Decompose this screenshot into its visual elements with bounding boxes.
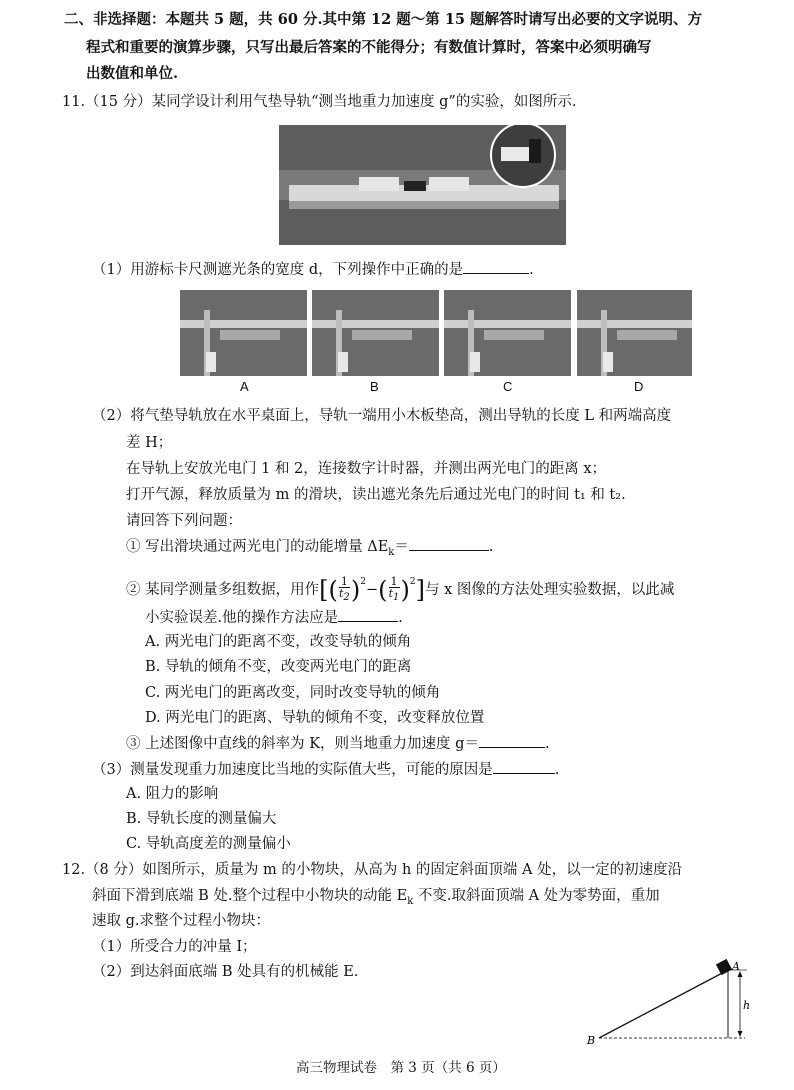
- q11-part3: （3）测量发现重力加速度比当地的实际值大些，可能的原因是 .: [92, 759, 559, 780]
- answer-blank-part1: [463, 259, 529, 274]
- section-header-line2: 程式和重要的演算步骤，只写出最后答案的不能得分；有数值计算时，答案中必须明确写: [86, 39, 652, 56]
- block-shape: [716, 959, 732, 975]
- label-h: h: [743, 999, 751, 1012]
- incline-diagram: [585, 955, 760, 1050]
- q11-sub3: ③ 上述图像中直线的斜率为 K，则当地重力加速度 g＝ .: [126, 733, 550, 754]
- q11-sub2: ② 某同学测量多组数据，用作[( $\frac{1}{t_2}$ )$^2$−( $\frac{1}{t_1}$ )$^2$]与 x 图像的方法处理实验数据，以此减: [126, 575, 675, 604]
- section-header-line1: 二、非选择题：本题共 5 题，共 60 分.其中第 12 题～第 15 题解答时请写出必要的文字说明、方: [64, 11, 703, 28]
- q12-line2-subscript: k: [407, 895, 414, 907]
- photo-label-c: C: [503, 379, 513, 394]
- q11-sub2-line2: 小实验误差.他的操作方法应是 .: [145, 607, 403, 628]
- q11-sub2-post: 与 x 图像的方法处理实验数据，以此减: [424, 582, 675, 598]
- q11-part2-line1: （2）将气垫导轨放在水平桌面上，导轨一端用小木板垫高，测出导轨的长度 L 和两端高度: [92, 408, 672, 424]
- photo-label-b: B: [370, 379, 379, 394]
- q11-part2-line2: 差 H；: [126, 435, 173, 451]
- q11-part3-option-a: A. 阻力的影响: [126, 786, 219, 802]
- answer-blank-sub1: [409, 536, 489, 551]
- q11-sub1-equals: ＝: [394, 539, 409, 555]
- q12-part2: （2）到达斜面底端 B 处具有的机械能 E.: [92, 964, 359, 980]
- answer-blank-sub2: [338, 607, 398, 622]
- q12-line2-post: 不变.取斜面顶端 A 处为零势面，重加: [413, 888, 660, 904]
- q11-part2-line4: 打开气源，释放质量为 m 的滑块，读出遮光条先后通过光电门的时间 t₁ 和 t₂.: [126, 487, 626, 503]
- q11-part3-text: （3）测量发现重力加速度比当地的实际值大些，可能的原因是: [92, 762, 493, 778]
- q11-stem: 11.（15 分）某同学设计利用气垫导轨“测当地重力加速度 g”的实验，如图所示.: [62, 94, 577, 110]
- page-footer: 高三物理试卷 第 3 页（共 6 页）: [296, 1060, 506, 1076]
- q12-part1: （1）所受合力的冲量 I；: [92, 939, 257, 955]
- q11-sub1-text: ① 写出滑块通过两光电门的动能增量 ΔE: [126, 539, 389, 555]
- q11-part3-option-b: B. 导轨长度的测量偏大: [126, 811, 277, 827]
- label-b: B: [587, 1034, 596, 1047]
- photo-label-d: D: [634, 379, 644, 394]
- caliper-photo-a: [180, 290, 307, 376]
- q11-sub3-text: ③ 上述图像中直线的斜率为 K，则当地重力加速度 g＝: [126, 736, 479, 752]
- answer-blank-part3: [493, 759, 555, 774]
- q11-part1-text: （1）用游标卡尺测遮光条的宽度 d，下列操作中正确的是: [92, 262, 464, 278]
- q11-option-d: D. 两光电门的距离、导轨的倾角不变，改变释放位置: [145, 710, 485, 726]
- q11-option-b: B. 导轨的倾角不变，改变两光电门的距离: [145, 659, 412, 675]
- q12-line3: 速取 g.求整个过程小物块：: [92, 913, 270, 929]
- caliper-photo-c: [444, 290, 571, 376]
- q11-part1: （1）用游标卡尺测遮光条的宽度 d，下列操作中正确的是 .: [92, 259, 534, 280]
- answer-blank-sub3: [479, 733, 545, 748]
- q12-line2: [92, 886, 660, 912]
- section-header-line3: 出数值和单位.: [86, 65, 179, 82]
- q11-option-a: A. 两光电门的距离不变，改变导轨的倾角: [145, 634, 412, 650]
- air-track-image: [279, 125, 566, 245]
- fraction-1-over-t2: $\frac{1}{t_2}$: [338, 575, 350, 604]
- q11-sub1: ① 写出滑块通过两光电门的动能增量 $\Delta E_k=$ .: [126, 536, 493, 563]
- caliper-photo-b: [312, 290, 439, 376]
- q11-sub2-pre: ② 某同学测量多组数据，用作: [126, 582, 320, 598]
- air-track-photo: [279, 125, 566, 245]
- q11-part3-option-c: C. 导轨高度差的测量偏小: [126, 836, 291, 852]
- label-a: A: [732, 960, 740, 973]
- q11-part2-line3: 在导轨上安放光电门 1 和 2，连接数字计时器，并测出两光电门的距离 x；: [126, 461, 607, 477]
- q12-line2-text: 斜面下滑到底端 B 处.整个过程中小物块的动能 E: [92, 888, 408, 904]
- q11-part2-line5: 请回答下列问题：: [126, 513, 242, 529]
- q11-option-c: C. 两光电门的距离改变，同时改变导轨的倾角: [145, 685, 441, 701]
- photo-label-a: A: [240, 379, 249, 394]
- fraction-1-over-t1: $\frac{1}{t_1}$: [388, 575, 400, 604]
- q12-line1: 12.（8 分）如图所示，质量为 m 的小物块，从高为 h 的固定斜面顶端 A 处，以一定的初速度沿: [62, 862, 683, 878]
- q11-sub1-subscript: k: [388, 546, 395, 558]
- q11-sub2-line2-text: 小实验误差.他的操作方法应是: [145, 610, 339, 626]
- caliper-photo-d: [577, 290, 692, 376]
